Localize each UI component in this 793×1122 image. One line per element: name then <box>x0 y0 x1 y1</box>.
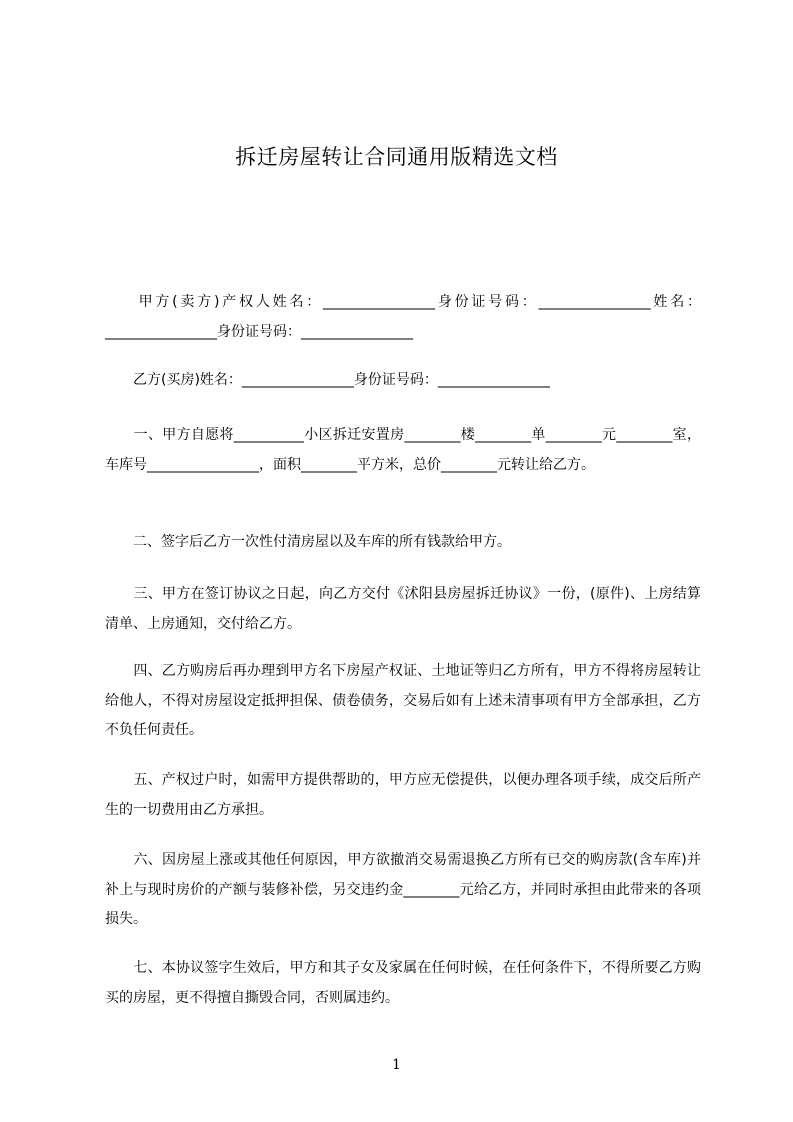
party-b-paragraph: 乙方(买房)姓名：________________身份证号码：________________ <box>105 372 550 388</box>
document-title: 拆迁房屋转让合同通用版精选文档 <box>235 145 558 169</box>
clause-6-paragraph: 六、因房屋上涨或其他任何原因，甲方欲撤消交易需退换乙方所有已交的购房款(含车库)并补上与现时房价的产额与装修补偿，另交违约金________元给乙方，并同时承担由此带来的各项损失。 <box>105 852 701 927</box>
clause-2-paragraph: 二、签字后乙方一次性付清房屋以及车库的所有钱款给甲方。 <box>105 534 511 550</box>
clause-5-paragraph: 五、产权过户时，如需甲方提供帮助的，甲方应无偿提供，以便办理各项手续，成交后所产生的一切费用由乙方承担。 <box>105 772 701 818</box>
page-number: 1 <box>392 1057 401 1073</box>
clause-1-paragraph: 一、甲方自愿将__________小区拆迁安置房________楼________单________元________室，车库号________________，面积________平方米，总价________元转让给乙方。 <box>105 427 701 473</box>
clause-3-paragraph: 三、甲方在签订协议之日起，向乙方交付《沭阳县房屋拆迁协议》一份，(原件)、上房结算清单、上房通知，交付给乙方。 <box>105 586 701 632</box>
clause-7-paragraph: 七、本协议签字生效后，甲方和其子女及家属在任何时候，在任何条件下，不得所要乙方购买的房屋，更不得擅自撕毁合同，否则属违约。 <box>105 960 701 1006</box>
party-a-paragraph: 甲方(卖方)产权人姓名：________________身份证号码：________________姓名：________________身份证号码：________________ <box>105 294 701 340</box>
clause-4-paragraph: 四、乙方购房后再办理到甲方名下房屋产权证、土地证等归乙方所有，甲方不得将房屋转让给他人，不得对房屋设定抵押担保、债卷债务，交易后如有上述未清事项有甲方全部承担，乙方不负任何责任。 <box>105 663 701 738</box>
